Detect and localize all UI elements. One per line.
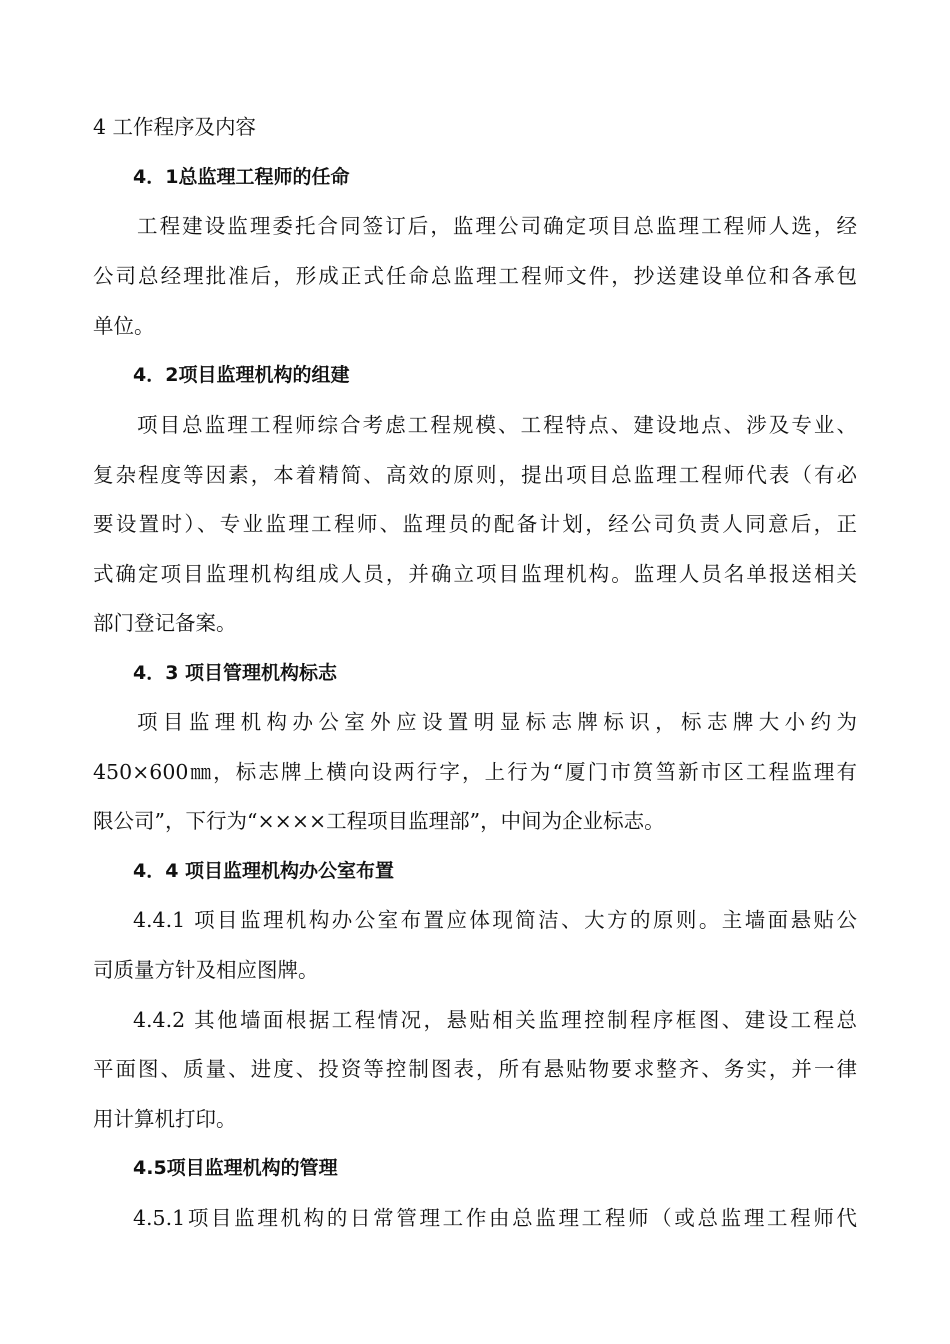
paragraph-line: 单位。 — [93, 314, 155, 338]
paragraph-line: 工程建设监理委托合同签订后，监理公司确定项目总监理工程师人选，经 — [137, 214, 857, 238]
subsection-heading: 4.5项目监理机构的管理 — [133, 1157, 338, 1179]
subsection-heading: 4．3 项目管理机构标志 — [133, 662, 338, 684]
paragraph-line: 部门登记备案。 — [93, 611, 237, 635]
paragraph-line: 要设置时）、专业监理工程师、监理员的配备计划，经公司负责人同意后，正 — [93, 512, 857, 536]
paragraph-line: 复杂程度等因素，本着精简、高效的原则，提出项目总监理工程师代表（有必 — [93, 463, 857, 487]
paragraph-line: 项目监理机构办公室外应设置明显标志牌标识，标志牌大小约为 — [137, 710, 857, 734]
paragraph-line: 4.4.2 其他墙面根据工程情况，悬贴相关监理控制程序框图、建设工程总 — [133, 1008, 857, 1032]
paragraph-line: 450×600㎜，标志牌上横向设两行字，上行为“厦门市筼筜新市区工程监理有 — [93, 760, 857, 784]
paragraph-line: 式确定项目监理机构组成人员，并确立项目监理机构。监理人员名单报送相关 — [93, 562, 857, 586]
paragraph-line: 项目总监理工程师综合考虑工程规模、工程特点、建设地点、涉及专业、 — [137, 413, 857, 437]
paragraph-line: 平面图、质量、进度、投资等控制图表，所有悬贴物要求整齐、务实，并一律 — [93, 1057, 857, 1081]
paragraph-line: 用计算机打印。 — [93, 1107, 237, 1131]
paragraph-line: 4.5.1项目监理机构的日常管理工作由总监理工程师（或总监理工程师代 — [133, 1206, 857, 1230]
subsection-heading: 4．2项目监理机构的组建 — [133, 364, 350, 386]
paragraph-line: 司质量方针及相应图牌。 — [93, 958, 319, 982]
subsection-heading: 4．4 项目监理机构办公室布置 — [133, 860, 395, 882]
paragraph-line: 公司总经理批准后，形成正式任命总监理工程师文件，抄送建设单位和各承包 — [93, 264, 857, 288]
paragraph-line: 限公司”，下行为“××××工程项目监理部”，中间为企业标志。 — [93, 809, 665, 833]
paragraph-line: 4.4.1 项目监理机构办公室布置应体现简洁、大方的原则。主墙面悬贴公 — [133, 908, 857, 932]
subsection-heading: 4．1总监理工程师的任命 — [133, 166, 350, 188]
section-heading: 4 工作程序及内容 — [93, 115, 257, 139]
